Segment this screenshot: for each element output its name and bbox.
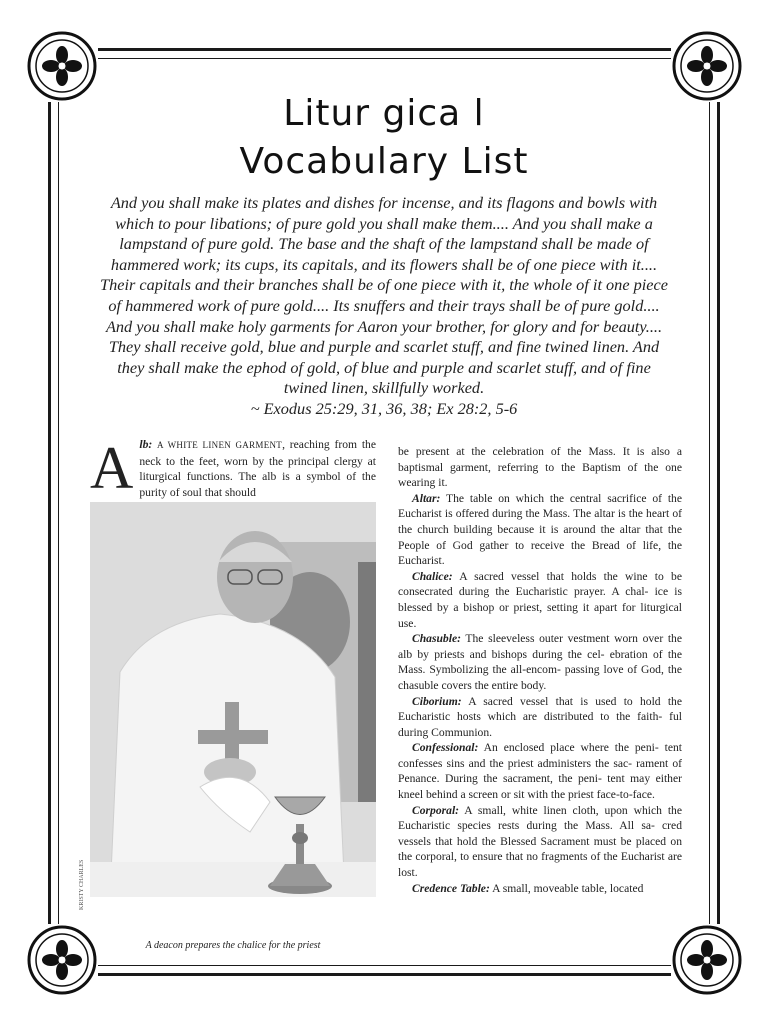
corner-flower-ornament-icon xyxy=(26,30,98,102)
scripture-quote xyxy=(96,193,672,420)
entry-term: Chalice: xyxy=(412,569,453,583)
entry-definition: The table on which the central sacrifice of the Eucharist is offered during the Mass. The altar is the heart of the church building because it is around the altar that the People of God gather to receive the Bread of life, the Eucharist. xyxy=(398,491,682,568)
entry-definition: A sacred vessel that holds the wine to be consecrated during the Eucharistic prayer. A chal- ice is blessed by a bishop or priest, setting it apart for liturgical use. xyxy=(398,569,682,630)
entry-term: Ciborium: xyxy=(412,694,462,708)
entry-term: Confessional: xyxy=(412,741,479,755)
page-title-line-1: Litur gica l xyxy=(283,93,485,134)
entry-altar xyxy=(398,491,682,569)
photo-caption: A deacon prepares the chalice for the priest xyxy=(145,940,321,951)
alb-continuation: be present at the celebration of the Mass. It is also a baptismal garment, referring to the Baptism of the one wearing it. xyxy=(398,445,682,490)
photo-deacon-chalice xyxy=(90,502,376,897)
entry-definition: A sacred vessel that is used to hold the Eucharistic hosts which are distributed to the faith- ful during Communion. xyxy=(398,694,682,739)
quote-reference: ~ Exodus 25:29, 31, 36, 38; Ex 28:2, 5-6 xyxy=(250,398,518,418)
page-title-line-2: Vocabulary List xyxy=(239,141,529,182)
entry-ciborium xyxy=(398,694,682,741)
entry-term: Altar: xyxy=(412,491,441,505)
entry-term: Credence Table: xyxy=(412,881,490,895)
corner-flower-ornament-icon xyxy=(26,924,98,996)
alb-term: lb: xyxy=(139,438,153,451)
alb-smallcaps: A WHITE LINEN GARMENT xyxy=(157,440,283,450)
entry-definition: A small, moveable table, located xyxy=(492,881,644,895)
drop-cap: A xyxy=(90,435,134,501)
entry-chalice xyxy=(398,569,682,631)
photo-credit: KRISTY CHARLES xyxy=(79,859,85,910)
corner-flower-ornament-icon xyxy=(671,30,743,102)
vocabulary-column xyxy=(398,444,682,896)
entry-term: Chasuble: xyxy=(412,632,461,646)
entry-confessional xyxy=(398,740,682,802)
entry-corporal xyxy=(398,803,682,881)
entry-definition: The sleeveless outer vestment worn over the alb by priests and bishops during the cel- ebration of the Mass. Symbolizing the all-encom- passing love of God, the chasuble covers the entire body. xyxy=(398,632,682,692)
alb-definition: , reaching from the neck to the feet, worn by the principal clergy at liturgical functions. The alb is a symbol of the purity of soul that should xyxy=(139,438,376,499)
entry-term: Corporal: xyxy=(412,803,460,817)
quote-text: And you shall make its plates and dishes for incense, and its flagons and bowls with which to pour libations; of pure gold you shall make them.... And you shall make a lampstand of pure gold. The base and the shaft of the lampstand shall be made of hammered work; its cups, its capitals, and its flowers shall be of one piece with it.... Their capitals and their branches shall be of one piece with it, the whole of it one piece of hammered work of pure gold.... Its snuffers and their trays shall be of pure gold.... And you shall make holy garments for Aaron your brother, for glory and for beauty.... They shall receive gold, blue and purple and scarlet stuff, and fine twined linen. And they shall make the ephod of gold, of blue and purple and scarlet stuff, and of fine twined linen, skillfully worked. xyxy=(100,193,668,398)
entry-definition: A small, white linen cloth, upon which the Eucharistic species rests during the Mass. All sa- cred vessels that hold the Blessed Sacrament must be placed on the corporal, to ensure that no fragments of the Eucharist are lost. xyxy=(398,803,682,880)
entry-credence-table xyxy=(398,881,682,897)
alb-entry xyxy=(90,437,376,500)
corner-flower-ornament-icon xyxy=(671,924,743,996)
entry-chasuble xyxy=(398,631,682,693)
entry-definition: An enclosed place where the peni- tent confesses sins and the priest administers the sac- rament of Penance. During the sacrament, the peni- tent may either kneel behind a screen or sit with the priest face-to-face. xyxy=(398,741,682,802)
